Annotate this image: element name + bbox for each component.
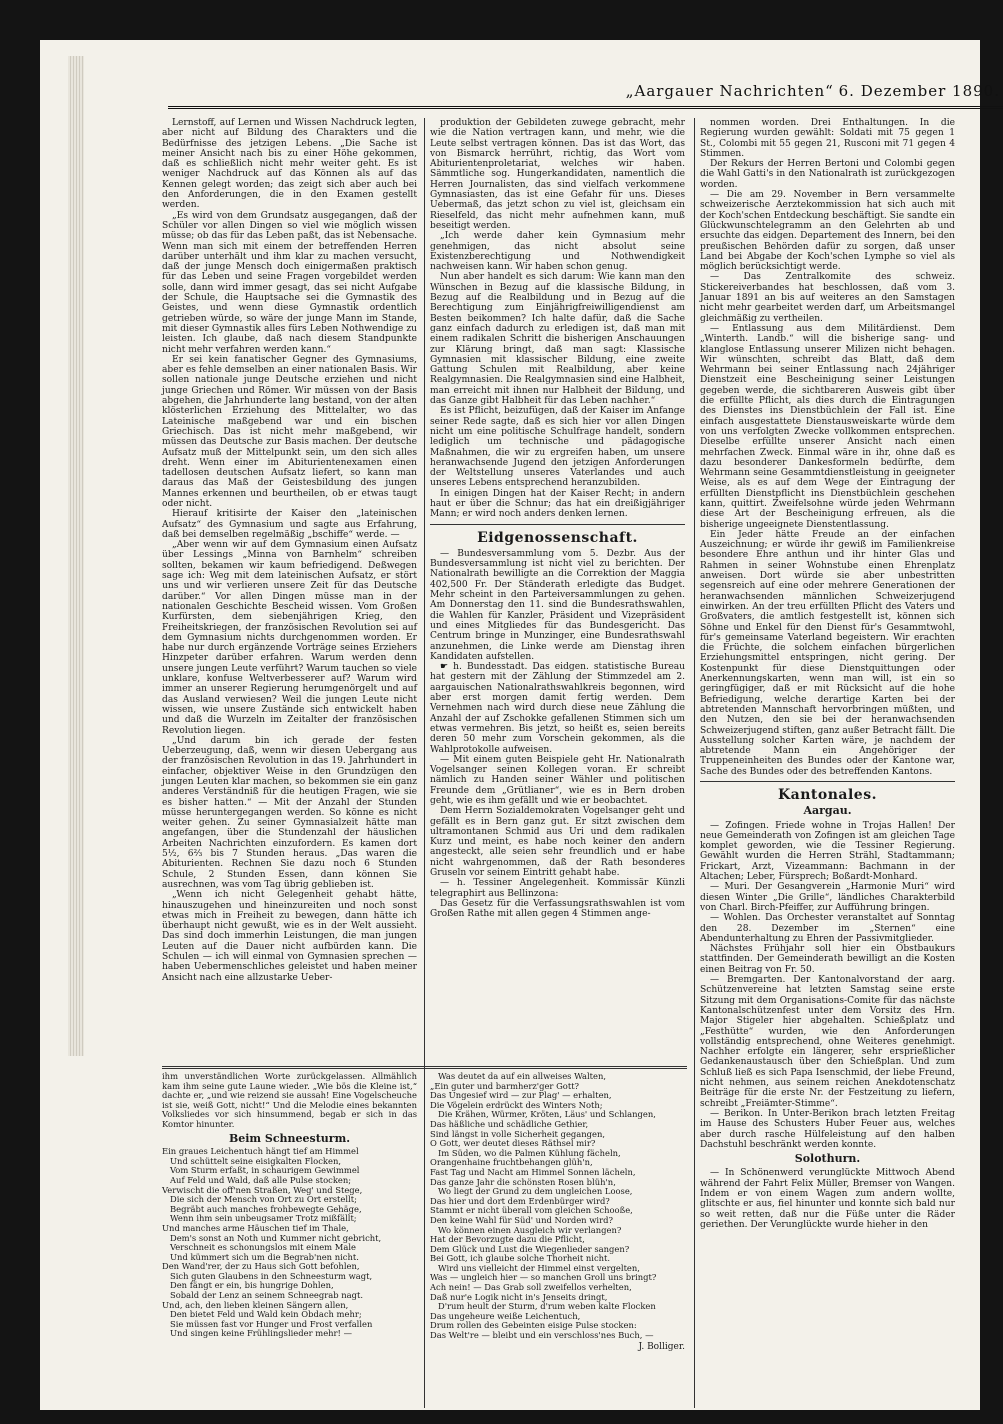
- feuilleton-rule: [162, 1066, 687, 1067]
- poem-line: Sie müssen fast vor Hunger und Frost verfallen: [170, 1318, 373, 1329]
- poem-line: Wo können einen Ausgleich wir verlangen?: [438, 1224, 622, 1235]
- article-paragraph: Dem Herrn Sozialdemokraten Vogelsanger geht und gefällt es in Bern ganz gut. Er sitzt zwischen dem ultramontanen Schmid aus Uri und dem radikalen Kurz und meint, es habe noch keiner den andern angesteckt, alle seien sehr freundlich und er habe nicht wahrgenommen, daß der Rath besonderes Gruseln vor seinem Eintritt gehabt habe.: [430, 806, 685, 879]
- poem-line: Daß nur'e Logik nicht in's Jenseits dringt,: [430, 1291, 608, 1302]
- section-rule: [430, 524, 685, 525]
- poem-line: Den keine Wahl für Süd' und Norden wird?: [430, 1214, 613, 1225]
- poem-line: Orangenhaine fruchtbehangen glüh'n,: [430, 1157, 593, 1168]
- poem-line: Den fängt er ein, bis hungrige Dohlen,: [170, 1280, 334, 1291]
- article-paragraph: Der Rekurs der Herren Bertoni und Colombi gegen die Wahl Gatti's in den Nationalrath ist zurückgezogen worden.: [700, 159, 955, 190]
- page-header: [170, 82, 1000, 104]
- poem-line: Die Vögelein erdrückt des Winters Noth;: [430, 1099, 603, 1110]
- poem-line: Und schüttelt seine eisigkalten Flocken,: [170, 1155, 341, 1166]
- article-paragraph: — Bundesversammlung vom 5. Dezbr. Aus der Bundesversammlung ist nicht viel zu berichten. Der Nationalrath bewilligte an die Correktion der Maggia 402,500 Fr. Der Ständerath erledigte das Budget. Mehr scheint in den Parteiversammlungen zu gehen. Am Donnerstag den 11. sind die Bundesrathswahlen, die Wahlen für Kanzler, Präsident und Vizepräsident und eines Mitgliedes für das Bundesgericht. Das Centrum bringe in Munzinger, eine Bundesrathswahl anzunehmen, die Linke werde am Dienstag ihren Kandidaten aufstellen.: [430, 548, 685, 662]
- poem-line: Und manches arme Häuschen tief im Thale,: [162, 1222, 349, 1233]
- poem-line: Das ungeheure weiße Leichentuch,: [430, 1310, 581, 1321]
- column-divider-2: [694, 118, 695, 1408]
- issue-date: 6. Dezember 1890.: [838, 82, 1000, 100]
- poem-line: Verwischt die off'nen Straßen, Weg' und Stege,: [162, 1184, 363, 1195]
- poem-line: Und, ach, den lieben kleinen Sängern allen,: [162, 1299, 349, 1310]
- feuilleton-rule-2: [162, 1068, 687, 1069]
- poem-line: Sobald der Lenz an seinem Schneegrab nagt.: [170, 1290, 364, 1301]
- article-paragraph: — Wohlen. Das Orchester veranstaltet auf Sonntag den 28. Dezember im „Sternen“ eine Abendunterhaltung zu Ehren der Passivmitglieder.: [700, 913, 955, 944]
- column-1: [162, 118, 417, 1058]
- poem-line: Das Welt're — bleibt und ein verschloss'nes Buch, —: [430, 1330, 654, 1341]
- poem-line: Wird uns vielleicht der Himmel einst vergelten,: [438, 1262, 640, 1273]
- poem-line: Hat der Bevorzugte dazu die Pflicht,: [430, 1234, 585, 1245]
- article-paragraph: produktion der Gebildeten zuwege gebracht, mehr wie die Nation vertragen kann, und mehr, wie die Leute selbst vertragen können. Das ist das Wort, das von Bismarck herrührt, richtig, das Wort vom Abiturientenproletariat, welches wir haben. Sämmtliche sog. Hungerkandidaten, namentlich die Herren Journalisten, das sind vielfach verkommene Gymnasiasten, das ist eine Gefahr für uns. Dieses Uebermaß, das jetzt schon zu viel ist, gleichsam ein Rieselfeld, das nicht mehr aufnehmen kann, muß beseitigt werden.: [430, 118, 685, 231]
- poem-line: Das hier und dort dem Erdenbürger wird?: [430, 1195, 610, 1206]
- poem-line: Auf Feld und Wald, daß alle Pulse stocken;: [170, 1174, 352, 1185]
- poem-line: Vom Sturm erfaßt, in schaurigem Gewimmel: [170, 1165, 360, 1176]
- poem-line: Das Ungesief wird — zur Plag' — erhalten,: [430, 1090, 612, 1101]
- paper-name: „Aargauer Nachrichten“: [625, 82, 834, 100]
- article-paragraph: — Muri. Der Gesangverein „Harmonie Muri“ wird diesen Winter „Die Grille“, ländliches Charakterbild von Charl. Birch-Pfeiffer, zur Aufführung bringen.: [700, 882, 955, 913]
- article-paragraph: „Aber wenn wir auf dem Gymnasium einen Aufsatz über Lessings „Minna von Barnhelm“ schreiben sollten, bekamen wir kaum befriedigend. Deßwegen sage ich: Weg mit dem lateinischen Aufsatz, er stört uns und wir verlieren unsere Zeit für das Deutsche darüber.“ Vor allen Dingen müsse man in der nationalen Geschichte Bescheid wissen. Vom Großen Kurfürsten, dem siebenjährigen Krieg, den Freiheitskriegen, der französischen Revolution sei auf dem Gymnasium nichts durchgenommen worden. Er habe nur durch ergänzende Vorträge seines Erziehers Hinzpeter darüber erfahren. Warum werden denn unsere jungen Leute verführt? Warum tauchen so viele unklare, konfuse Weltverbesserer auf? Warum wird immer an unserer Regierung herumgenörgelt und auf das Ausland verwiesen? Weil die jungen Leute nicht wissen, wie unsere Zustände sich entwickelt haben und daß die Wurzeln im Zeitalter der französischen Revolution liegen.: [162, 540, 417, 736]
- article-paragraph: „Es wird von dem Grundsatz ausgegangen, daß der Schüler vor allen Dingen so viel wie möglich wissen müsse; ob das für das Leben paßt, das ist Nebensache. Wenn man sich mit einem der betreffenden Herren darüber unterhält und ihm klar zu machen versucht, daß der junge Mensch doch einigermaßen praktisch für das Leben und seine Fragen vorgebildet werden solle, dann wird immer gesagt, das sei nicht Aufgabe der Schule, die Hauptsache sei die Gymnastik des Geistes, und wenn diese Gymnastik ordentlich getrieben würde, so wäre der junge Mann im Stande, mit dieser Gymnastik alles fürs Leben Nothwendige zu leisten. Ich glaube, daß nach diesem Standpunkte nicht mehr verfahren werden kann.“: [162, 210, 417, 355]
- article-paragraph: — Die am 29. November in Bern versammelte schweizerische Aerztekommission hat sich auch mit der Koch'schen Entdeckung beschäftigt. Sie sandte ein Glückwunschtelegramm an den Gelehrten ab und ersuchte das eidgen. Departement des Innern, bei den preußischen Behörden dafür zu sorgen, daß unser Land bei Abgabe der Koch'schen Lymphe so viel als möglich berücksichtigt werde.: [700, 190, 955, 273]
- poem-line: Wo liegt der Grund zu dem ungleichen Loose,: [438, 1186, 633, 1197]
- poem-line: Stammt er nicht überall vom gleichen Schooße,: [430, 1205, 633, 1216]
- article-paragraph: ☛ h. Bundesstadt. Das eidgen. statistische Bureau hat gestern mit der Zählung der Stimmzedel am 2. aargauischen Nationalrathswahlkreis begonnen, wird aber erst morgen damit fertig werden. Dem Vernehmen nach wird durch diese neue Zählung die Anzahl der auf Zschokke gefallenen Stimmen sich um etwas vermehren. Bis jetzt, so heißt es, seien bereits deren 50 mehr zum Vorschein gekommen, als die Wahlprotokolle aufweisen.: [430, 662, 685, 755]
- poem-line: Was — ungleich hier — so manchen Groll uns bringt?: [430, 1272, 657, 1283]
- poem-line: Sind längst in volle Sicherheit gegangen,: [430, 1128, 606, 1139]
- article-paragraph: Hierauf kritisirte der Kaiser den „lateinischen Aufsatz“ des Gymnasium und sagte aus Erfahrung, daß bei demselben regelmäßig „bschiffe“ werde. —: [162, 509, 417, 540]
- subsection-title-aargau: Aargau.: [803, 804, 852, 818]
- article-paragraph: „Ich werde daher kein Gymnasium mehr genehmigen, das nicht absolut seine Existenzberechtigung und Nothwendigkeit nachweisen kann. Wir haben schon genug.: [430, 231, 685, 273]
- article-paragraph: — h. Tessiner Angelegenheit. Kommissär Künzli telegraphirt aus Bellinzona:: [430, 878, 685, 899]
- article-paragraph: — Bremgarten. Der Kantonalvorstand der aarg. Schützenvereine hat letzten Samstag seine erste Sitzung mit dem Organisations-Comite für das nächste Kantonalschützenfest unter dem Vorsitz des Hrn. Major Stigeler hier abgehalten. Schießplatz und „Festhütte“ wurden, wie den Anforderungen vollständig entsprechend, ohne Weiteres genehmigt. Nachher erfolgte ein längerer, sehr ersprießlicher Gedankenaustausch über den Schießplan. Und zum Schluß ließ es sich Papa Isenschmid, der liebe Freund, nicht nehmen, aus seinem reichen Anekdotenschatz Beiträge für die erste Nr. der Festzeitung zu liefern, schreibt „Freiämter-Stimme“.: [700, 975, 955, 1109]
- section-rule: [700, 781, 955, 782]
- book-page-edges: [68, 56, 84, 1056]
- column-2: [430, 118, 685, 1058]
- article-paragraph: „Und darum bin ich gerade der festen Ueberzeugung, daß, wenn wir diesen Uebergang aus der französischen Revolution in das 19. Jahrhundert in einfacher, objektiver Weise in den Grundzügen den jungen Leuten klar machen, so bekommen sie ein ganz anderes Verständniß für die heutigen Fragen, wie sie es bisher hatten.“ — Mit der Anzahl der Stunden müsse heruntergegangen werden. So könne es nicht weiter gehen. Zu seiner Gymnasialzeit hätte man angefangen, über die Stundenzahl der häuslichen Arbeiten Nachrichten einzufordern. Es kamen dort 5½, 6⅔ bis 7 Stunden heraus. „Das waren die Abiturienten. Rechnen Sie dazu noch 6 Stunden Schule, 2 Stunden Essen, dann können Sie ausrechnen, was vom Tag übrig geblieben ist.: [162, 735, 417, 890]
- article-paragraph: — In Schönenwerd verunglückte Mittwoch Abend während der Fahrt Felix Müller, Bremser von Wangen. Indem er von einem Wagen zum andern wollte, glitschte er aus, fiel hinunter und konnte sich bald nur so weit retten, daß nur die Füße unter die Räder geriethen. Der Verunglückte wurde hieher in den: [700, 1168, 955, 1230]
- article-paragraph: Ein Jeder hätte Freude an der einfachen Auszeichnung; er würde ihr gewiß im Familienkreise besondere Ehre anthun und ihr hinter Glas und Rahmen in seiner Wohnstube einen Ehrenplatz anweisen. Dort würde sie aber unbestritten segensreich auf eine oder mehrere Generationen der heranwachsenden männlichen Schweizerjugend einwirken. An der treu erfüllten Pflicht des Vaters und Großvaters, die amtlich festgestellt ist, können sich Söhne und Enkel für den Dienst für's Gesammtwohl, für's gemeinsame Vaterland begeistern. Wir erachten die Früchte, die solchem einfachen bürgerlichen Erziehungsmittel entspringen, nicht gering. Der Kostenpunkt für diese Dienstquittungen oder Anerkennungskarten, wenn man will, ist ein so geringfügiger, daß er mit Rücksicht auf die hohe Befriedigung, welche derartige Karten bei der abtretenden Mannschaft hervorbringen müßten, und den Nutzen, den sie bei der heranwachsenden Schweizerjugend stiften, ganz außer Betracht fällt. Die Ausstellung solcher Karten wäre, je nachdem der abtretende Mann ein Angehöriger der Truppeneinheiten des Bundes oder der Kantone war, Sache des Bundes oder des betreffenden Kantons.: [700, 529, 955, 777]
- article-paragraph: Er sei kein fanatischer Gegner des Gymnasiums, aber es fehle demselben an einer nationalen Basis. Wir sollen nationale junge Deutsche erziehen und nicht junge Griechen und Römer. Wir müssen von der Basis abgehen, die Jahrhunderte lang bestand, von der alten klösterlichen Erziehung des Mittelalter, wo das Lateinische maßgebend war und ein bischen Griechisch. Das ist nicht mehr maßgebend, wir müssen das Deutsche zur Basis machen. Der deutsche Aufsatz muß der Mittelpunkt sein, um den sich alles dreht. Wenn einer im Abiturientenexamen einen tadellosen deutschen Aufsatz liefert, so kann man daraus das Maß der Geistesbildung des jungen Mannes erkennen und beurtheilen, ob er etwas taugt oder nicht.: [162, 354, 417, 509]
- article-paragraph: — Berikon. In Unter-Berikon brach letzten Freitag im Hause des Schusters Huber Feuer aus, welches aber durch rasche Hülfeleistung auf den halben Dachstuhl beschränkt werden konnte.: [700, 1108, 955, 1150]
- poem-title: Beim Schneesturm.: [228, 1131, 351, 1145]
- poem-line: Bei Gott, ich glaube solche Thorheit nicht.: [430, 1253, 611, 1264]
- column-divider-1: [424, 118, 425, 1408]
- article-paragraph: — Das Zentralkomite des schweiz. Stickereiverbandes hat beschlossen, daß vom 3. Januar 1891 an bis auf weiteres an den Samstagen nicht mehr gearbeitet werden darf, um Arbeitsmangel gleichmäßig zu vertheilen.: [700, 272, 955, 324]
- poem-line: Und singen keine Frühlingslieder mehr! —: [170, 1328, 352, 1339]
- article-paragraph: — Mit einem guten Beispiele geht Hr. Nationalrath Vogelsanger seinen Kollegen voran. Er schreibt nämlich zu Handen seiner Wähler und politischen Freunde dem „Grütlianer“, wie es in Bern droben geht, wie es ihm gefällt und wie er beobachtet.: [430, 754, 685, 806]
- poem-line: D'rum heult der Sturm, d'rum weben kalte Flocken: [438, 1301, 656, 1312]
- poem-line: Den Wand'rer, der zu Haus sich Gott befohlen,: [162, 1261, 360, 1272]
- subsection-title-solothurn: Solothurn.: [794, 1152, 861, 1166]
- header-rule: [168, 106, 1003, 109]
- section-title-kantonales: Kantonales.: [778, 787, 877, 803]
- poem-line: Drum rollen des Gebeinten eisige Pulse stocken:: [430, 1320, 637, 1331]
- article-paragraph: Nun aber handelt es sich darum: Wie kann man den Wünschen in Bezug auf die klassische Bildung, in Bezug auf die Realbildung und in Bezug auf die Berechtigung zum Einjährigfreiwilligendienst am Besten beikommen? Ich halte dafür, daß die Sache ganz einfach dadurch zu erledigen ist, daß man mit einem radikalen Schritt die bisherigen Anschauungen zur Klärung bringt, daß man sagt: Klassische Gymnasien mit klassischer Bildung, eine zweite Gattung Schulen mit Realbildung, aber keine Realgymnasien. Die Realgymnasien sind eine Halbheit, man erreicht mit ihnen nur Halbheit der Bildung, und das Ganze gibt Halbheit für das Leben nachher.“: [430, 272, 685, 407]
- poem-line: Das häßliche und schädliche Gethier,: [430, 1118, 589, 1129]
- poem-line: Die sich der Mensch von Ort zu Ort erstellt;: [170, 1194, 357, 1205]
- poem-line: Begräbt auch manches frohbewegte Gehäge,: [170, 1203, 362, 1214]
- article-paragraph: Nächstes Frühjahr soll hier ein Obstbaukurs stattfinden. Der Gemeinderath bewilligt an die Kosten einen Beitrag von Fr. 50.: [700, 944, 955, 975]
- article-paragraph: Es ist Pflicht, beizufügen, daß der Kaiser im Anfange seiner Rede sagte, daß es sich hier vor allen Dingen nicht um eine politische Schulfrage handelt, sondern lediglich um technische und pädagogische Maßnahmen, die wir zu ergreifen haben, um unsere heranwachsende Jugend den jetzigen Anforderungen der Weltstellung unseres Vaterlandes und auch unseres Lebens entsprechend heranzubilden.: [430, 406, 685, 489]
- feuilleton-column-1: [162, 1072, 417, 1372]
- poem-line: Was deutet da auf ein allweises Walten,: [438, 1071, 607, 1081]
- poem-line: Im Süden, wo die Palmen Kühlung fächeln,: [438, 1147, 621, 1158]
- poem-line: Dem's sonst an Noth und Kummer nicht gebricht,: [170, 1232, 382, 1243]
- poem-line: Und kümmert sich um die Begrab'nen nicht.: [170, 1251, 359, 1262]
- poem-line: Die Krähen, Würmer, Kröten, Läus' und Schlangen,: [438, 1109, 656, 1120]
- column-3: [700, 118, 955, 1368]
- feuilleton-column-2: [430, 1072, 685, 1372]
- poem-author: J. Bolliger.: [638, 1341, 685, 1352]
- article-paragraph: Lernstoff, auf Lernen und Wissen Nachdruck legten, aber nicht auf Bildung des Charakters und die Bedürfnisse des jetzigen Lebens. „Die Sache ist meiner Ansicht nach bis zu einer Höhe gekommen, daß es schließlich nicht mehr weiter geht. Es ist weniger Nachdruck auf das Können als auf das Kennen gelegt worden; das zeigt sich aber auch bei den Anforderungen, die in den Examen gestellt werden.: [162, 118, 417, 211]
- poem-line: Sich guten Glaubens in den Schneesturm wagt,: [170, 1270, 373, 1281]
- poem-line: Ach nein! — Das Grab soll zweifellos verhelten,: [430, 1282, 632, 1293]
- article-paragraph: Das Gesetz für die Verfassungsrathswahlen ist vom Großen Rathe mit allen gegen 4 Stimmen ange-: [430, 898, 685, 920]
- poem-line: O Gott, wer deutet dieses Räthsel mir?: [430, 1138, 596, 1149]
- poem-line: Fast Tag und Nacht am Himmel Sonnen lächeln,: [430, 1166, 636, 1177]
- poem-line: Den bietet Feld und Wald kein Obdach mehr;: [170, 1309, 362, 1320]
- poem-line: Wenn ihm sein unbeugsamer Trotz mißfällt;: [170, 1213, 357, 1224]
- article-paragraph: nommen worden. Drei Enthaltungen. In die Regierung wurden gewählt: Soldati mit 75 gegen 1 St., Colombi mit 55 gegen 21, Rusconi mit 71 gegen 4 Stimmen.: [700, 118, 955, 159]
- poem-line: „Ein guter und barmherz'ger Gott?: [430, 1080, 580, 1091]
- section-title-eidgenossenschaft: Eidgenossenschaft.: [477, 529, 638, 546]
- article-paragraph: „Wenn ich nicht Gelegenheit gehabt hätte, hinauszugehen und hineinzureiten und noch sonst etwas mich in Freiheit zu bewegen, dann hätte ich überhaupt nicht gewußt, wie es in der Welt aussieht. Das sind doch immerhin Leistungen, die man jungen Leuten auf die Dauer nicht aufbürden kann. Die Schulen — ich will einmal von Gymnasien sprechen — haben Uebermenschliches geleistet und haben meiner Ansicht nach eine allzustarke Ueber-: [162, 890, 417, 983]
- feuilleton-text: ihm unverständlichen Worte zurückgelassen. Allmählich kam ihm seine gute Laune wieder. „Wie bös die Kleine ist,“ dachte er, „und wie reizend sie aussah! Eine Vogelscheuche ist sie, weiß Gott, nicht!“ Und die Melodie eines bekannten Volksliedes vor sich hinsummend, begab er sich in das Komtor hinunter.: [162, 1071, 417, 1129]
- poem-line: Verschneit es schonungslos mit einem Male: [170, 1242, 356, 1253]
- poem-line: Das ganze Jahr die schönsten Rosen blüh'n,: [430, 1176, 616, 1187]
- article-paragraph: In einigen Dingen hat der Kaiser Recht; in andern haut er über die Schnur; das hat ein dreißigjähriger Mann; er wird noch anders denken lernen.: [430, 488, 685, 520]
- article-paragraph: — Entlassung aus dem Militärdienst. Dem „Winterth. Landb.“ will die bisherige sang- und klanglose Entlassung unserer Milizen nicht behagen. Wir wünschten, schreibt das Blatt, daß dem Wehrmann bei seiner Entlassung nach 24jähriger Dienstzeit eine Bescheinigung seiner Leistungen gegeben werde, die sichtbareren Ausweis gibt über die erfüllte Pflicht, als dies durch die Eintragungen des Dienstes ins Dienstbüchlein der Fall ist. Eine einfach ausgestattete Dienstausweiskarte würde dem von uns verfolgten Zwecke vollkommen entsprechen. Dieselbe erfüllte unserer Ansicht nach einen mehrfachen Zweck. Einmal wäre in ihr, ohne daß es dazu besonderer Dankesformeln bedürfte, dem Wehrmann seine Gesammtdienstleistung in geeigneter Weise, als es auf dem Wege der Eintragung der erfüllten Dienstpflicht ins Dienstbüchlein geschehen kann, quittirt. Zweifelsohne würde jeden Wehrmann diese Art der Bescheinigung erfreuen, als die bisherige ungeeignete Dienstentlassung.: [700, 323, 955, 530]
- poem-line: Dem Glück und Lust die Wiegenlieder sangen?: [430, 1243, 630, 1254]
- article-paragraph: — Zofingen. Friede wohne in Trojas Hallen! Der neue Gemeinderath von Zofingen ist am gleichen Tage komplet geworden, wie die Tessiner Regierung. Gewählt wurden die Herren Strähl, Stadtammann; Frickart, Arzt, Vizeammann: Bachmann in der Altachen; Leber, Fürsprech; Boßardt-Monhard.: [700, 820, 955, 883]
- poem-line: Ein graues Leichentuch hängt tief am Himmel: [162, 1146, 359, 1157]
